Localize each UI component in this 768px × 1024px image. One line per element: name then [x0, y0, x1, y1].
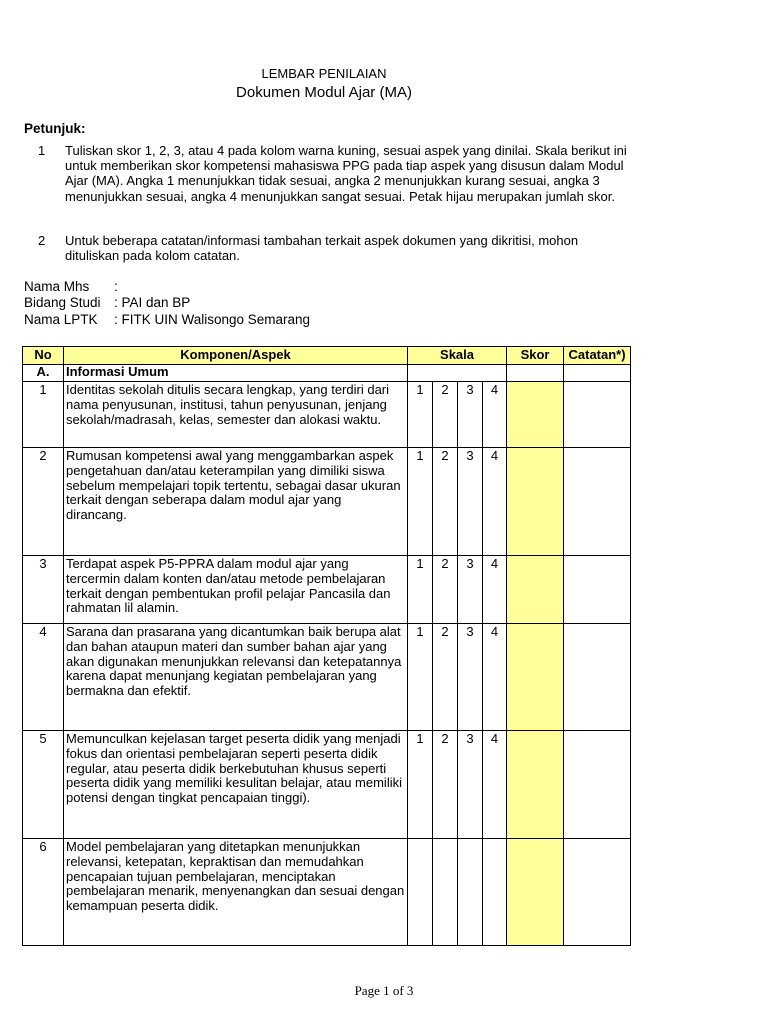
score-cell[interactable]: [507, 731, 564, 839]
table-row: [23, 839, 631, 946]
scale-option-1: 1: [408, 624, 433, 731]
scale-option-3: 3: [458, 382, 483, 448]
section-no: A.: [23, 365, 64, 382]
scale-option-1: 1: [408, 731, 433, 839]
score-cell[interactable]: [507, 624, 564, 731]
info-label: Bidang Studi: [24, 295, 101, 310]
row-aspect-text: Memunculkan kejelasan target peserta didik yang menjadi fokus dan orientasi pembelajaran seperti peserta didik regular, atau peserta didik berkebutuhan khusus seperti peserta didik yang memiliki kesulitan belajar, atau memiliki potensi dengan tingkat pencapaian tinggi).: [64, 731, 408, 839]
info-value: : PAI dan BP: [114, 295, 191, 310]
info-value: : FITK UIN Walisongo Semarang: [114, 312, 311, 327]
scale-cell: [458, 839, 483, 946]
table-row: [23, 731, 631, 839]
row-number: 2: [23, 448, 64, 556]
scale-option-4: 4: [483, 448, 507, 556]
info-row-bidang-studi: [24, 295, 190, 310]
scale-option-4: 4: [483, 624, 507, 731]
instruction-text: Untuk beberapa catatan/informasi tambahan terkait aspek dokumen yang dikritisi, mohon dituliskan pada kolom catatan.: [65, 233, 579, 264]
section-label: Informasi Umum: [64, 365, 408, 382]
scale-cell: [433, 839, 458, 946]
score-cell[interactable]: [507, 839, 564, 946]
instruction-number: 2: [38, 233, 46, 248]
table-row: [23, 556, 631, 624]
row-number: 4: [23, 624, 64, 731]
scale-option-3: 3: [458, 731, 483, 839]
scale-option-2: 2: [433, 556, 458, 624]
scale-option-3: 3: [458, 556, 483, 624]
info-value: :: [114, 279, 118, 294]
row-aspect-text: Rumusan kompetensi awal yang menggambarkan aspek pengetahuan dan/atau keterampilan yang dimiliki siswa sebelum mempelajari topik tertentu, sebagai dasar ukuran terkait dengan seberapa dalam modul ajar yang dirancang.: [64, 448, 408, 556]
table-row: [23, 448, 631, 556]
row-aspect-text: Sarana dan prasarana yang dicantumkan baik berupa alat dan bahan ataupun materi dan sumber bahan ajar yang akan digunakan menunjukkan relevansi dan ketepatannya karena dapat menunjang kegiatan pembelajaran yang bermakna dan efektif.: [64, 624, 408, 731]
scale-option-3: 3: [458, 448, 483, 556]
scale-option-2: 2: [433, 624, 458, 731]
scale-option-2: 2: [433, 731, 458, 839]
scale-cell: [408, 839, 433, 946]
table-header-row: [23, 347, 631, 365]
row-number: 5: [23, 731, 64, 839]
info-label: Nama LPTK: [24, 312, 98, 327]
scale-option-2: 2: [433, 382, 458, 448]
instruction-item: [24, 233, 634, 263]
row-aspect-text: Terdapat aspek P5-PPRA dalam modul ajar yang tercermin dalam konten dan/atau metode pembelajaran terkait dengan pembentukan profil pelajar Pancasila dan rahmatan lil alamin.: [64, 556, 408, 624]
scale-option-1: 1: [408, 382, 433, 448]
scale-option-1: 1: [408, 448, 433, 556]
section-skor-cell: [507, 365, 564, 382]
row-number: 3: [23, 556, 64, 624]
instructions-heading: Petunjuk:: [24, 121, 86, 136]
header-no: No: [23, 347, 64, 365]
notes-cell[interactable]: [564, 731, 631, 839]
scale-option-4: 4: [483, 382, 507, 448]
score-cell[interactable]: [507, 556, 564, 624]
info-label: Nama Mhs: [24, 279, 90, 294]
form-subtitle: Dokumen Modul Ajar (MA): [236, 84, 412, 101]
notes-cell[interactable]: [564, 624, 631, 731]
table-row: [23, 382, 631, 448]
form-title: LEMBAR PENILAIAN: [261, 66, 387, 81]
notes-cell[interactable]: [564, 839, 631, 946]
section-catatan-cell: [564, 365, 631, 382]
instruction-number: 1: [38, 143, 46, 158]
page-footer: Page 1 of 3: [354, 983, 414, 998]
scale-option-4: 4: [483, 556, 507, 624]
assessment-table: [22, 346, 631, 946]
header-skor: Skor: [507, 347, 564, 365]
row-number: 6: [23, 839, 64, 946]
scale-option-1: 1: [408, 556, 433, 624]
header-skala: Skala: [408, 347, 507, 365]
row-aspect-text: Model pembelajaran yang ditetapkan menunjukkan relevansi, ketepatan, kepraktisan dan memudahkan pencapaian tujuan pembelajaran, menciptakan pembelajaran menarik, menyenangkan dan sesuai dengan kemampuan peserta didik.: [64, 839, 408, 946]
header-aspek: Komponen/Aspek: [64, 347, 408, 365]
scale-option-3: 3: [458, 624, 483, 731]
instruction-text: Tuliskan skor 1, 2, 3, atau 4 pada kolom warna kuning, sesuai aspek yang dinilai. Skala berikut ini untuk memberikan skor kompetensi mahasiswa PPG pada tiap aspek yang disusun dalam Modul Ajar (MA). Angka 1 menunjukkan tidak sesuai, angka 2 menunjukkan kurang sesuai, angka 3 menunjukkan sesuai, angka 4 menunjukkan sangat sesuai. Petak hijau merupakan jumlah skor.: [65, 143, 627, 204]
row-number: 1: [23, 382, 64, 448]
table-row: [23, 624, 631, 731]
scale-option-4: 4: [483, 731, 507, 839]
scale-option-2: 2: [433, 448, 458, 556]
notes-cell[interactable]: [564, 556, 631, 624]
notes-cell[interactable]: [564, 382, 631, 448]
section-skala-cell: [408, 365, 507, 382]
notes-cell[interactable]: [564, 448, 631, 556]
score-cell[interactable]: [507, 448, 564, 556]
instruction-item: [24, 143, 634, 204]
info-row-nama-lptk: [24, 312, 310, 327]
section-row: [23, 365, 631, 382]
row-aspect-text: Identitas sekolah ditulis secara lengkap, yang terdiri dari nama penyusunan, institusi, tahun penyusunan, jenjang sekolah/madrasah, kelas, semester dan alokasi waktu.: [64, 382, 408, 448]
info-row-nama-mhs: [24, 279, 118, 294]
scale-cell: [483, 839, 507, 946]
header-catatan: Catatan*): [564, 347, 631, 365]
score-cell[interactable]: [507, 382, 564, 448]
